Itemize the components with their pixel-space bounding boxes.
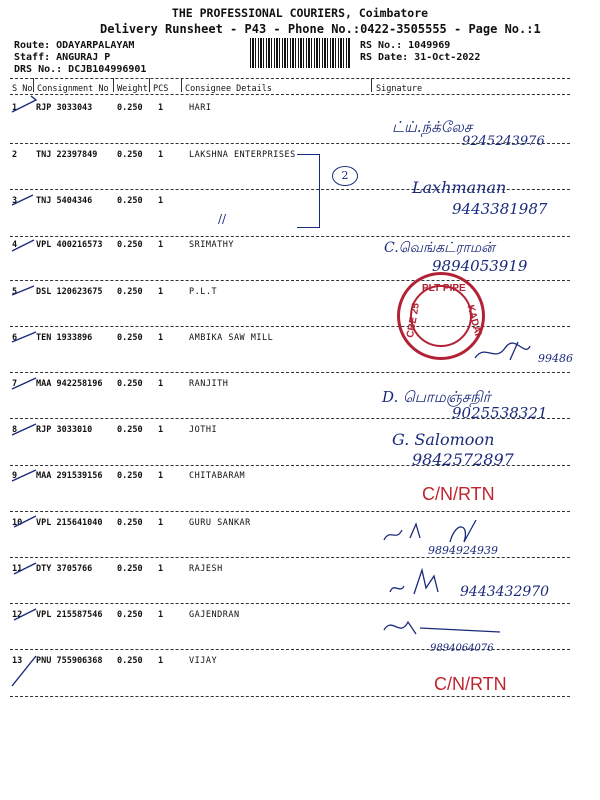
- row-sno: 9: [12, 471, 18, 481]
- row-sno: 11: [12, 564, 23, 574]
- signature-4-scribble: [470, 338, 550, 368]
- row-pcs: 1: [158, 240, 164, 250]
- row-pcs: 1: [158, 564, 164, 574]
- row-weight: 0.250: [117, 656, 143, 666]
- row-consignment: VPL 400216573: [36, 240, 103, 250]
- signature-6: G. Salomoon: [392, 430, 495, 449]
- signature-6-phone: 9842572897: [412, 450, 514, 469]
- row-consignee: JOTHI: [189, 425, 218, 435]
- stamp-text-top: PLT PIPE: [422, 283, 466, 294]
- row-weight: 0.250: [117, 471, 143, 481]
- signature-11-return-mark: C/N/RTN: [434, 674, 507, 694]
- rs-number: RS No.: 1049969: [360, 40, 451, 51]
- row-pcs: 1: [158, 471, 164, 481]
- row-consignee: GURU SANKAR: [189, 518, 251, 528]
- row-consignment: DTY 3705766: [36, 564, 93, 574]
- row-consignee: GAJENDRAN: [189, 610, 240, 620]
- col-weight: Weight: [117, 84, 148, 94]
- signature-7-return-mark: C/N/RTN: [422, 484, 495, 504]
- row-weight: 0.250: [117, 333, 143, 343]
- signature-10-scribble: [380, 608, 510, 644]
- col-consignment: Consignment No: [37, 84, 109, 94]
- signature-5: D. பொமஞ்சநிர்: [382, 388, 491, 406]
- row-consignee: SRIMATHY: [189, 240, 234, 250]
- row-weight: 0.250: [117, 103, 143, 113]
- row-weight: 0.250: [117, 240, 143, 250]
- row-sno: 10: [12, 518, 23, 528]
- row-consignment: VPL 215641040: [36, 518, 103, 528]
- row-consignment: VPL 215587546: [36, 610, 103, 620]
- row-consignee: CHITABARAM: [189, 471, 246, 481]
- signature-2: Laxhmanan: [412, 178, 507, 197]
- row-consignee: RANJITH: [189, 379, 229, 389]
- signature-8-scribble: [380, 514, 500, 548]
- row-consignment: RJP 3033043: [36, 103, 93, 113]
- signature-9-scribble: [386, 564, 456, 598]
- row-consignment: MAA 291539156: [36, 471, 103, 481]
- group-bracket: [297, 154, 320, 228]
- row-consignee: P.L.T: [189, 287, 218, 297]
- row-pcs: 1: [158, 610, 164, 620]
- document-subtitle: Delivery Runsheet - P43 - Phone No.:0422-3505555 - Page No.:1: [100, 22, 541, 36]
- row-consignee: VIJAY: [189, 656, 218, 666]
- row-weight: 0.250: [117, 564, 143, 574]
- row-sno: 5: [12, 287, 18, 297]
- group-mark-circle: 2: [332, 166, 358, 186]
- signature-8-phone: 9894924939: [428, 544, 498, 557]
- row-pcs: 1: [158, 518, 164, 528]
- signature-5-phone: 9025538321: [452, 404, 548, 422]
- row-consignee: AMBIKA SAW MILL: [189, 333, 274, 343]
- row-sno: 13: [12, 656, 23, 666]
- row-consignment: PNU 755906368: [36, 656, 103, 666]
- row-weight: 0.250: [117, 379, 143, 389]
- row-sno: 6: [12, 333, 18, 343]
- row-consignment: TEN 1933896: [36, 333, 93, 343]
- row-consignee: HARI: [189, 103, 212, 113]
- row-pcs: 1: [158, 287, 164, 297]
- row-weight: 0.250: [117, 150, 143, 160]
- row-consignment: MAA 942258196: [36, 379, 103, 389]
- row-pcs: 1: [158, 333, 164, 343]
- signature-1: ட்ய்.ந்க்லேச: [392, 118, 473, 136]
- row-sno: 2: [12, 150, 18, 160]
- row-pcs: 1: [158, 656, 164, 666]
- staff-label: Staff: ANGURAJ P: [14, 52, 111, 63]
- row-pcs: 1: [158, 379, 164, 389]
- col-sno: S No: [12, 84, 33, 94]
- row-sno: 7: [12, 379, 18, 389]
- row-weight: 0.250: [117, 518, 143, 528]
- row-weight: 0.250: [117, 610, 143, 620]
- col-signature: Signature: [376, 84, 423, 94]
- row-pcs: 1: [158, 196, 164, 206]
- row-sno: 12: [12, 610, 23, 620]
- rs-date: RS Date: 31-Oct-2022: [360, 52, 481, 63]
- row-sno: 3: [12, 196, 18, 206]
- signature-9-phone: 9443432970: [460, 584, 550, 600]
- signature-10-phone: 9894064076: [430, 643, 494, 654]
- drs-number: DRS No.: DCJB104996901: [14, 64, 147, 75]
- signature-3: C.வெங்கட்ராமன்: [384, 240, 495, 256]
- row-sno: 4: [12, 240, 18, 250]
- document-title: THE PROFESSIONAL COURIERS, Coimbatore: [171, 6, 429, 20]
- row-consignee: RAJESH: [189, 564, 223, 574]
- col-pcs: PCS: [153, 84, 169, 94]
- row-weight: 0.250: [117, 196, 143, 206]
- row-consignee: LAKSHNA ENTERPRISES: [189, 150, 296, 160]
- signature-2-phone: 9443381987: [452, 200, 548, 218]
- row-consignment: TNJ 22397849: [36, 150, 98, 160]
- col-consignee: Consignee Details: [185, 84, 272, 94]
- ditto-mark: //: [218, 212, 227, 226]
- signature-3-phone: 9894053919: [432, 257, 528, 275]
- row-pcs: 1: [158, 103, 164, 113]
- signature-1-phone: 9245243976: [462, 134, 545, 149]
- row-weight: 0.250: [117, 425, 143, 435]
- row-consignment: DSL 120623675: [36, 287, 103, 297]
- stamp-text-right: KADAI: [464, 303, 484, 338]
- company-stamp: [397, 272, 485, 360]
- row-consignment: RJP 3033010: [36, 425, 93, 435]
- row-weight: 0.250: [117, 287, 143, 297]
- route-label: Route: ODAYARPALAYAM: [14, 40, 135, 51]
- row-pcs: 1: [158, 150, 164, 160]
- signature-4-phone: 99486: [538, 352, 573, 365]
- stamp-text-left: CBE 25: [405, 302, 422, 339]
- row-consignment: TNJ 5404346: [36, 196, 93, 206]
- row-sno: 1: [12, 103, 18, 113]
- row-pcs: 1: [158, 425, 164, 435]
- row-sno: 8: [12, 425, 18, 435]
